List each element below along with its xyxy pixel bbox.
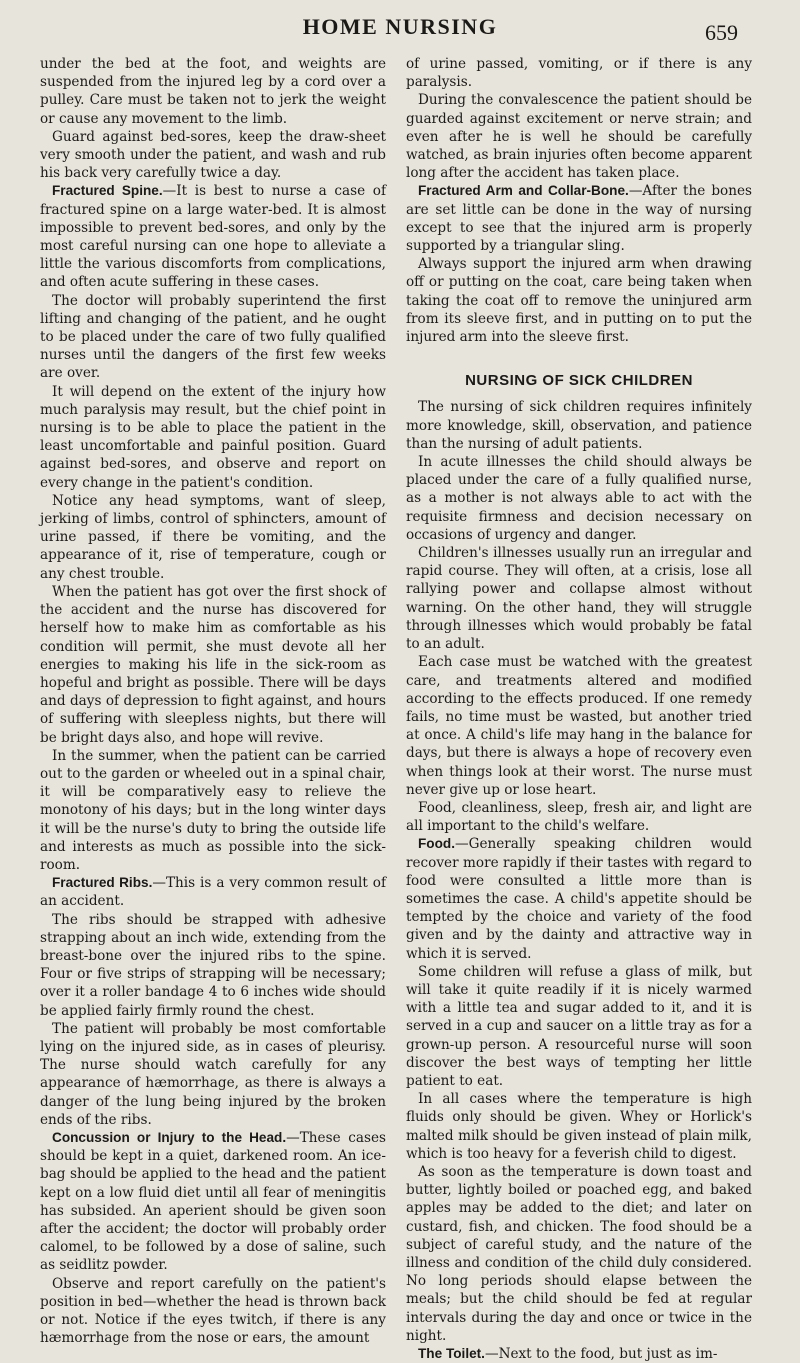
paragraph: Each case must be watched with the greatest care, and treatments altered and modified according to the effects produced. If one remedy fails, no time must be wasted, but another tried at once. A child's life may hang in the balance for days, but there is always a hope of recovery even when things look at their worst. The nurse must never give up or lose heart. — [406, 654, 752, 798]
paragraph: During the convalescence the patient should be guarded against excitement or nerve strain; and even after he is well he should be carefully watched, as brain injuries often become apparent long after the accident has taken place. — [406, 92, 752, 182]
paragraph-text: —This is a very common result of an accident. — [40, 875, 386, 910]
running-head: HOME NURSING — [302, 14, 498, 39]
paragraph-food — [406, 835, 752, 962]
paragraph: The patient will probably be most comfortable lying on the injured side, as in cases of pleurisy. The nurse should watch carefully for any appearance of hæmorrhage, as there is always a danger of the lung being injured by the broken ends of the ribs. — [40, 1020, 386, 1128]
paragraph: Children's illnesses usually run an irregular and rapid course. They will often, at a crisis, lose all rallying power and collapse almost without warning. On the other hand, they will struggle through illnesses which would probably be fatal to an adult. — [406, 545, 752, 653]
paragraph: It will depend on the extent of the injury how much paralysis may result, but the chief point in nursing is to be able to place the patient in the least uncomfortable and painful position. Guard against bed-sores, and observe and report on every change in the patient's condition. — [40, 383, 386, 491]
paragraph: As soon as the temperature is down toast and butter, lightly boiled or poached egg, and baked apples may be added to the diet; and later on custard, fish, and chicken. The food should be a subject of careful study, and the nature of the illness and condition of the child duly considered. No long periods should elapse between the meals; but the child should be fed at regular intervals during the day and once or twice in the night. — [406, 1163, 752, 1344]
paragraph: The ribs should be strapped with adhesive strapping about an inch wide, extending from the breast-bone over the injured ribs to the spine. Four or five strips of strapping will be necessary; over it a roller bandage 4 to 6 inches wide should be applied fairly firmly round the chest. — [40, 911, 386, 1019]
paragraph-text: —Generally speaking children would recover more rapidly if their tastes with regard to food were consulted a little more than is sometimes the case. A child's appetite should be tempted by the choice and variety of the food given and by the dainty and attractive way in which it is served. — [406, 836, 752, 962]
paragraph-toilet — [406, 1345, 752, 1363]
paragraph: In acute illnesses the child should always be placed under the care of a fully qualified nurse, as a mother is not always able to act with the requisite firmness and decision necessary on occasions of urgency and danger. — [406, 454, 752, 543]
paragraph: of urine passed, vomiting, or if there is any paralysis. — [406, 56, 752, 91]
paragraph-concussion — [40, 1129, 386, 1275]
paragraph: The nursing of sick children requires infinitely more knowledge, skill, observation, and patience than the nursing of adult patients. — [406, 399, 752, 452]
paragraph-text: —Next to the food, but just as im- — [484, 1346, 718, 1363]
paragraph-ribs — [40, 874, 386, 910]
paragraph: Some children will refuse a glass of milk, but will take it quite readily if it is nicely warmed with a little tea and sugar added to it, and it is served in a cup and saucer on a little tray as for a grown-up person. A resourceful nurse will soon discover the best ways of tempting her little patient to eat. — [406, 963, 752, 1089]
run-in-heading: The Toilet. — [418, 1346, 485, 1362]
left-column — [40, 55, 386, 1347]
paragraph: Always support the injured arm when drawing off or putting on the coat, care being taken when taking the coat off to remove the uninjured arm from its sleeve first, and in putting on to put the injured arm into the sleeve first. — [406, 256, 752, 346]
paragraph: In all cases where the temperature is high fluids only should be given. Whey or Horlick's malted milk should be given instead of plain milk, which is too heavy for a feverish child to digest. — [406, 1091, 752, 1162]
run-in-heading: Fractured Arm and Collar-Bone. — [418, 183, 629, 199]
paragraph-text: —It is best to nurse a case of fractured spine on a large water-bed. It is almost impossible to prevent bed-sores, and only by the most careful nursing can one hope to alleviate a little the various discomforts from complications, and often acute suffering in these cases. — [40, 183, 387, 291]
paragraph: Observe and report carefully on the patient's position in bed—whether the head is thrown back or not. Notice if the eyes twitch, if there is any hæmorrhage from the nose or ears, the amount — [40, 1275, 386, 1347]
paragraph-text: —These cases should be kept in a quiet, darkened room. An ice-bag should be applied to the head and the patient kept on a low fluid diet until all fear of meningitis has subsided. An aperient should be given soon after the accident; the doctor will probably order calomel, to be followed by a dose of saline, such as seidlitz powder. — [40, 1129, 386, 1274]
paragraph: When the patient has got over the first shock of the accident and the nurse has discovered for herself how to make him as comfortable as his condition will permit, she must devote all her energies to making his life in the sick-room as hopeful and bright as possible. There will be days and days of depression to fight against, and hours of suffering with sleepless nights, but there will be bright days also, and hope will revive. — [40, 583, 386, 746]
paragraph: under the bed at the foot, and weights are suspended from the injured leg by a cord over a pulley. Care must be taken not to jerk the weight or cause any movement to the limb. — [40, 56, 386, 127]
paragraph: In the summer, when the patient can be carried out to the garden or wheeled out in a spinal chair, it will be comparatively easy to relieve the monotony of his days; but in the long winter days it will be the nurse's duty to bring the outside life and interests as much as possible into the sick-room. — [40, 747, 386, 873]
paragraph: Notice any head symptoms, want of sleep, jerking of limbs, control of sphincters, amount of urine passed, if there be vomiting, and the appearance of it, rise of temperature, cough or any chest trouble. — [40, 492, 386, 582]
run-in-heading: Concussion or Injury to the Head. — [52, 1129, 287, 1145]
run-in-heading: Fractured Spine. — [52, 183, 163, 199]
paragraph-text: —After the bones are set little can be done in the way of nursing except to see that the injured arm is properly supported by a triangular sling. — [406, 183, 752, 255]
section-title: NURSING OF SICK CHILDREN — [465, 372, 693, 390]
paragraph-arm — [406, 182, 752, 255]
right-column — [406, 55, 752, 1363]
paragraph: Guard against bed-sores, keep the draw-sheet very smooth under the patient, and wash and rub his back very carefully twice a day. — [40, 128, 386, 182]
run-in-heading: Fractured Ribs. — [52, 875, 153, 891]
run-in-heading: Food. — [418, 836, 455, 852]
page-number: 659 — [705, 20, 738, 45]
paragraph: The doctor will probably superintend the first lifting and changing of the patient, and he ought to be placed under the care of two fully qualified nurses until the dangers of the first few weeks are over. — [40, 292, 386, 382]
paragraph: Food, cleanliness, sleep, fresh air, and light are all important to the child's welfare. — [406, 799, 752, 835]
paragraph-spine — [40, 182, 386, 291]
